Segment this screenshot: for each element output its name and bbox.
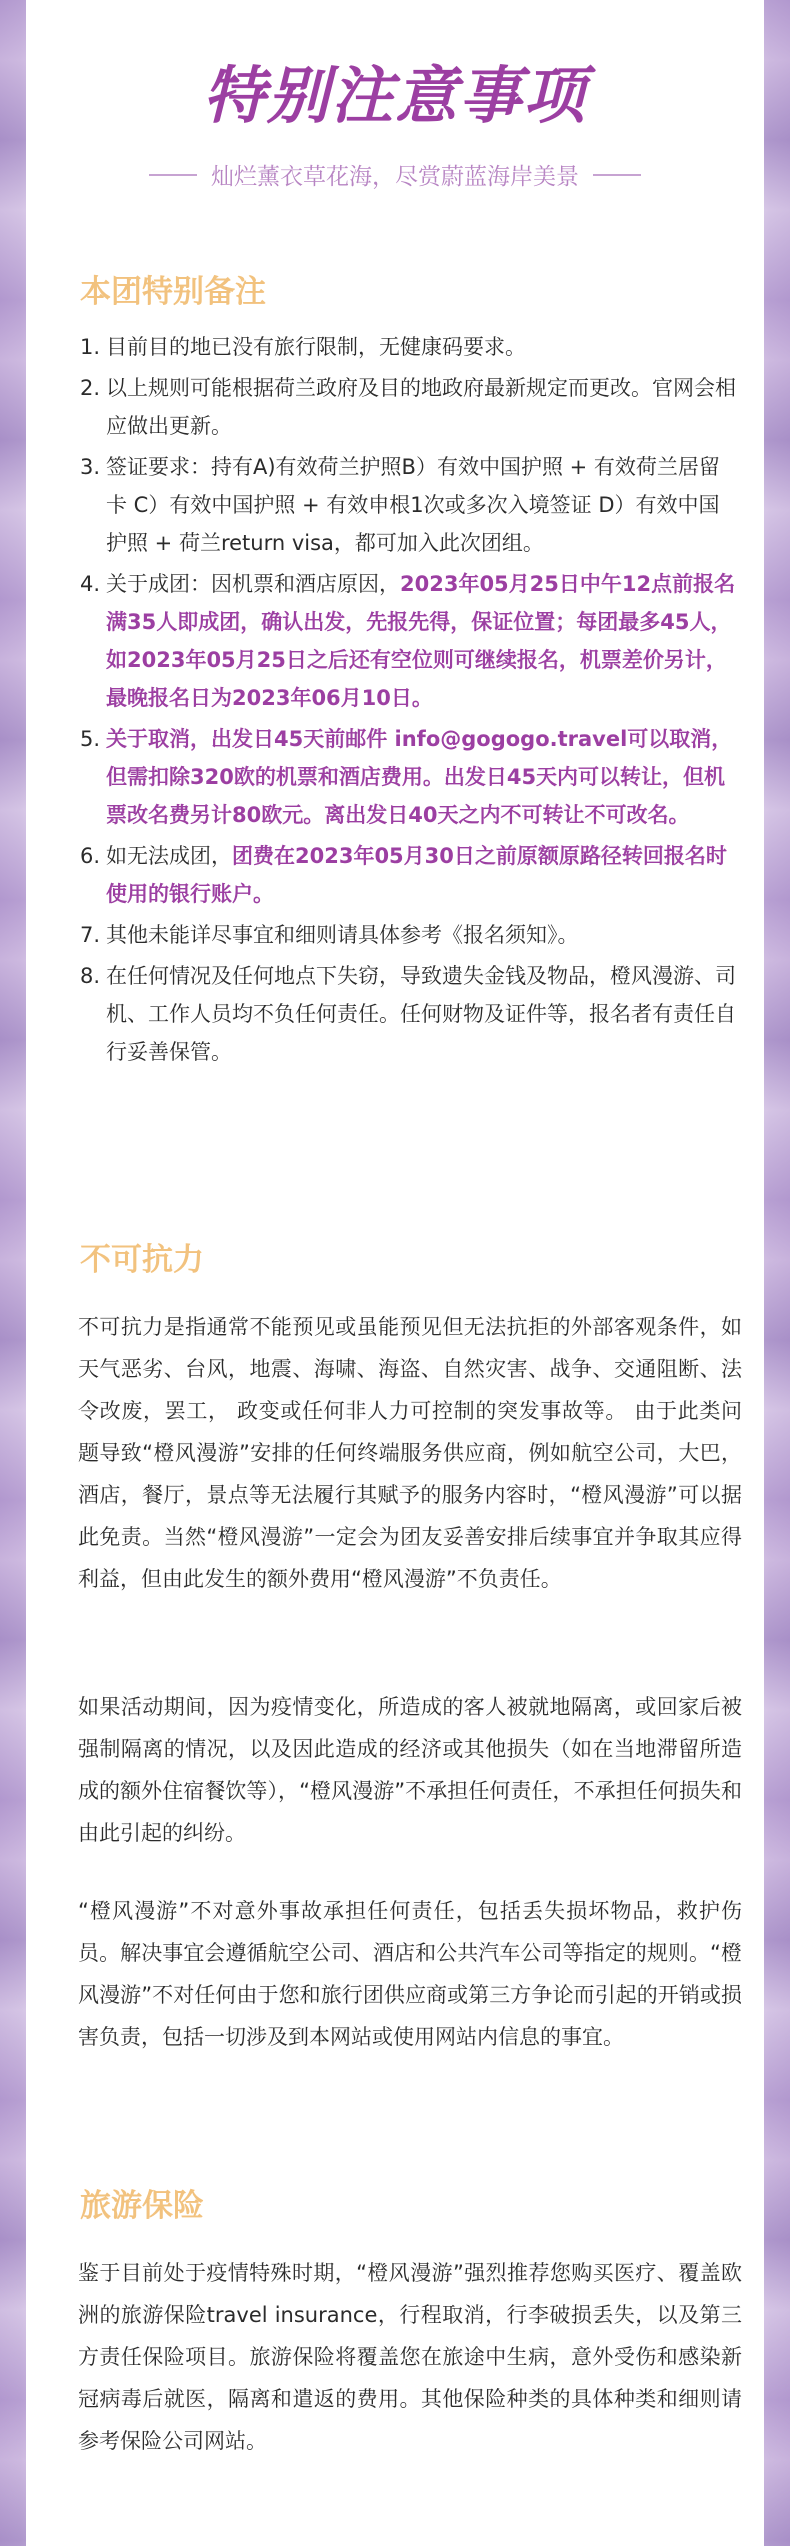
remarks-list: [80, 328, 740, 1074]
list-item: 2. 以上规则可能根据荷兰政府及目的地政府最新规定而更改。官网会相应做出更新。: [80, 376, 736, 438]
list-item: 3. 签证要求：持有A)有效荷兰护照B）有效中国护照 + 有效荷兰居留卡 C）有效中国护照 + 有效申根1次或多次入境签证 D）有效中国护照 + 荷兰return visa，都可加入此次团组。: [80, 455, 720, 555]
section-title-insurance: 旅游保险: [80, 2188, 204, 2224]
force-majeure-paragraph-2: 如果活动期间，因为疫情变化，所造成的客人被就地隔离，或回家后被强制隔离的情况，以及因此造成的经济或其他损失（如在当地滞留所造成的额外住宿餐饮等），“橙风漫游”不承担任何责任，不承担任何损失和由此引起的纠纷。: [78, 1695, 742, 1845]
force-majeure-paragraph-3: “橙风漫游”不对意外事故承担任何责任，包括丢失损坏物品，救护伤员。解决事宜会遵循航空公司、酒店和公共汽车公司等指定的规则。“橙风漫游”不对任何由于您和旅行团供应商或第三方争论而引起的开销或损害负责，包括一切涉及到本网站或使用网站内信息的事宜。: [78, 1899, 742, 2049]
section-title-remarks: 本团特别备注: [80, 274, 266, 310]
list-item: 1. 目前目的地已没有旅行限制，无健康码要求。: [80, 335, 526, 359]
list-item: 7. 其他未能详尽事宜和细则请具体参考《报名须知》。: [80, 923, 579, 947]
content-page: [26, 0, 764, 2546]
list-item: 6. 如无法成团，团费在2023年05月30日之前原额原路径转回报名时使用的银行账户。: [80, 844, 727, 906]
decorative-border-right: [764, 0, 790, 2546]
highlight-text: 团费在2023年05月30日之前原额原路径转回报名时使用的银行账户。: [106, 844, 727, 906]
decorative-border-left: [0, 0, 26, 2546]
highlight-text: 2023年05月25日中午12点前报名满35人即成团，确认出发，先报先得，保证位置；每团最多45人，如2023年05月25日之后还有空位则可继续报名，机票差价另计，最晚报名日为2023年06月10日。: [106, 572, 736, 710]
page-title: 特别注意事项: [202, 59, 587, 132]
highlight-text: 关于取消，出发日45天前邮件 info@gogogo.travel可以取消，但需扣除320欧的机票和酒店费用。出发日45天内可以转让，但机票改名费另计80欧元。离出发日40天之内不可转让不可改名。: [106, 727, 733, 827]
list-item: 4. 关于成团：因机票和酒店原因，2023年05月25日中午12点前报名满35人即成团，确认出发，先报先得，保证位置；每团最多45人，如2023年05月25日之后还有空位则可继续报名，机票差价另计，最晚报名日为2023年06月10日。: [80, 572, 736, 710]
subtitle-text: 灿烂薰衣草花海，尽赏蔚蓝海岸美景: [211, 164, 579, 190]
list-item: 5. 关于取消，出发日45天前邮件 info@gogogo.travel可以取消，但需扣除320欧的机票和酒店费用。出发日45天内可以转让，但机票改名费另计80欧元。离出发日40天之内不可转让不可改名。: [80, 720, 740, 834]
subtitle-dash-left: [149, 174, 197, 176]
section-title-force-majeure: 不可抗力: [80, 1242, 204, 1278]
force-majeure-paragraph-1: 不可抗力是指通常不能预见或虽能预见但无法抗拒的外部客观条件，如天气恶劣、台风，地震、海啸、海盗、自然灾害、战争、交通阻断、法令改废，罢工， 政变或任何非人力可控制的突发事故等。 由于此类问题导致“橙风漫游”安排的任何终端服务供应商，例如航空公司，大巴，酒店，餐厅，景点等无法履行其赋予的服务内容时，“橙风漫游”可以据此免责。当然“橙风漫游”一定会为团友妥善安排后续事宜并争取其应得利益，但由此发生的额外费用“橙风漫游”不负责任。: [78, 1315, 742, 1591]
page-subtitle: [26, 158, 764, 191]
insurance-paragraph: 鉴于目前处于疫情特殊时期，“橙风漫游”强烈推荐您购买医疗、覆盖欧洲的旅游保险travel insurance，行程取消，行李破损丢失，以及第三方责任保险项目。旅游保险将覆盖您在旅途中生病，意外受伤和感染新冠病毒后就医，隔离和遣返的费用。其他保险种类的具体种类和细则请参考保险公司网站。: [78, 2261, 742, 2453]
subtitle-dash-right: [593, 174, 641, 176]
list-item: 8. 在任何情况及任何地点下失窃，导致遗失金钱及物品，橙风漫游、司机、工作人员均不负任何责任。任何财物及证件等，报名者有责任自行妥善保管。: [80, 964, 736, 1064]
